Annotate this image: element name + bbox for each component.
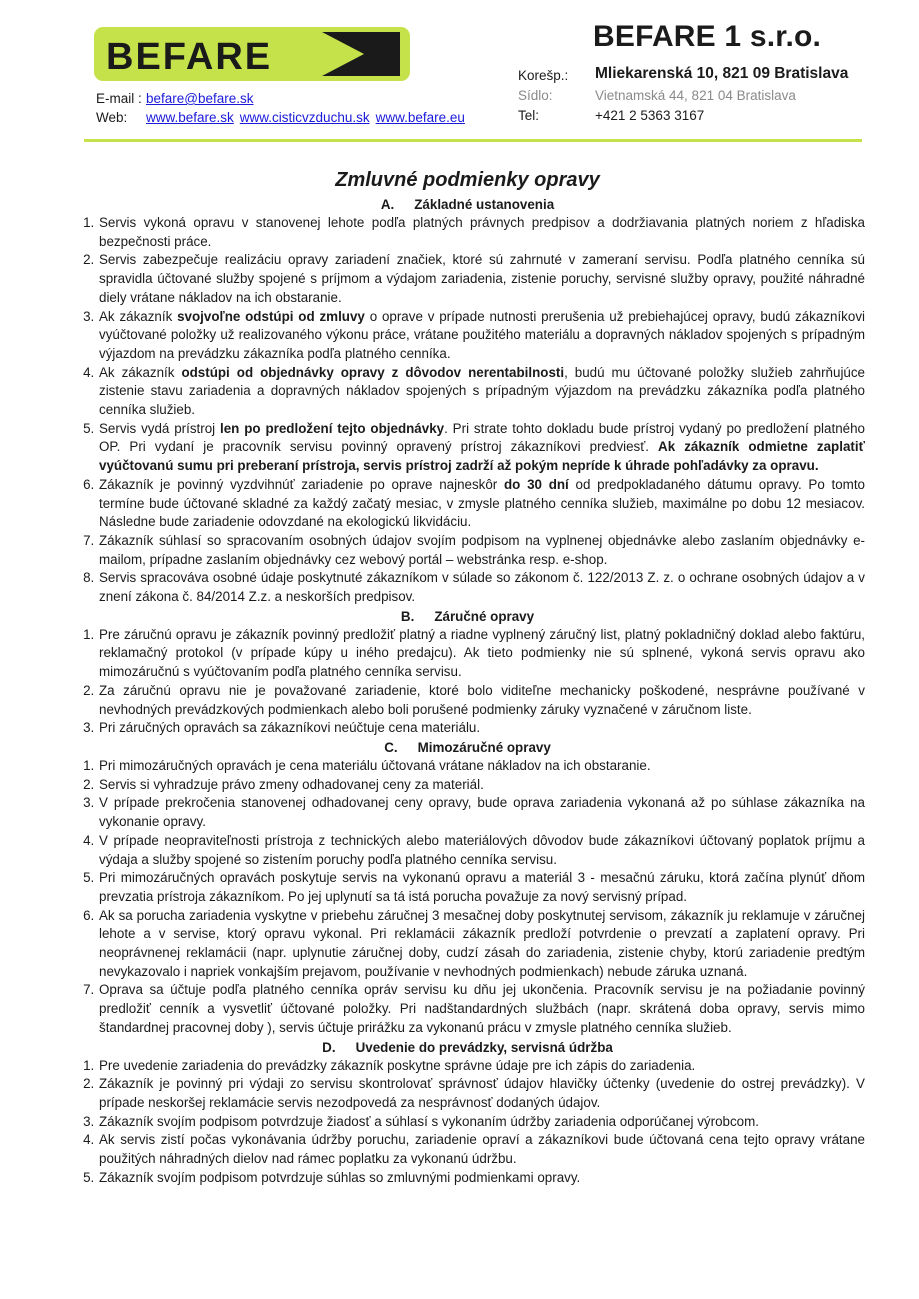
- bold-text: svojvoľne odstúpi od zmluvy: [177, 308, 365, 324]
- list-item: [98, 420, 865, 476]
- section-title: Mimozáručné opravy: [417, 739, 551, 755]
- list-item: [98, 364, 865, 420]
- item-text: Servis spracováva osobné údaje poskytnuté zákazníkom v súlade so zákonom č. 122/2013 Z. z. o ochrane osobných údajov a v znení zákona č. 84/2014 Z.z. a neskorších predpisov.: [99, 570, 865, 605]
- list-item: [98, 214, 865, 251]
- list-item: [98, 569, 865, 606]
- item-text: Pri záručných opravách sa zákazníkovi neúčtuje cena materiálu.: [99, 720, 481, 736]
- item-text: Zákazník je povinný vyzdvihnúť zariadenie po oprave najneskôr: [99, 476, 504, 492]
- sections-container: [70, 195, 865, 1187]
- company-name: BEFARE 1 s.r.o.: [593, 20, 822, 53]
- bold-text: do 30 dní: [503, 476, 569, 492]
- item-text: Ak servis zistí počas vykonávania údržby poruchu, zariadenie opraví a zákazníkovi bude účtovaná cena tejto opravy vrátane použitých náhradných dielov nad rámec poplatku za vykonanú údržbu.: [99, 1132, 865, 1167]
- item-text: od predpokladaného dátumu opravy. Po tomto termíne bude účtované skladné za každý začatý mesiac, v zmysle platného cenníka služieb, maximálne po dobu 12 mesiacov. Následne bude zariadenie odovzdané na ekologickú likvidáciu.: [99, 476, 865, 530]
- item-text: , budú mu účtované položky služieb zahrňujúce zistenie stavu zariadenia a dopravných nákladov spojených s prípadným výjazdom na prevádzku zákazníka podľa platného cenníka služieb.: [99, 364, 866, 418]
- section-list: [70, 214, 865, 607]
- sidlo-value: Vietnamská 44, 821 04 Bratislava: [595, 88, 796, 103]
- section-letter: C.: [384, 739, 398, 755]
- list-item: [98, 1057, 865, 1076]
- email-row: [96, 89, 471, 108]
- list-item: [98, 476, 865, 532]
- item-text: Pri mimozáručných opravách je cena materiálu účtovaná vrátane nákladov na ich obstaranie.: [99, 757, 651, 773]
- section-heading: [70, 195, 865, 214]
- list-item: [98, 626, 865, 682]
- section-letter: B.: [400, 608, 415, 624]
- logo-text: BEFARE: [106, 36, 273, 78]
- list-item: [98, 532, 865, 569]
- section-letter: D.: [322, 1039, 336, 1055]
- bold-text: len po predložení tejto objednávky: [220, 420, 445, 436]
- list-item: [98, 832, 865, 869]
- web-link-befare-sk[interactable]: www.befare.sk: [146, 110, 234, 125]
- section-title: Základné ustanovenia: [414, 197, 555, 212]
- bold-text: odstúpi od objednávky opravy z dôvodov nerentabilnosti: [181, 364, 565, 380]
- item-text: Zákazník súhlasí so spracovaním osobných údajov svojím podpisom na vyplnenej objednávke alebo zaslaním objednávky e-mailom, prípadne zaslaním objednávky cez webový portál – webstránka resp. e-shop.: [99, 532, 865, 567]
- tel-value: +421 2 5363 3167: [595, 108, 705, 123]
- item-text: Ak sa porucha zariadenia vyskytne v priebehu záručnej 3 mesačnej doby poskytnutej servisom, zákazník ju reklamuje v záručnej lehote a v servise, ktorý opravu vykonal. Pri reklamácii zákazník predloží potvrdenie o prevzatí a zaplatení opravy. Pri neoprávnenej reklamácii (napr. uplynutie záručnej doby, cudzí zásah do zariadenia, zistenie chyby, ktorú zariadenie predtým nevykazovalo i napriek vonkajším prejavom, používanie v nevhodných podmienkach) nebude záruka uznaná.: [99, 907, 865, 979]
- list-item: [98, 907, 865, 982]
- sidlo-row: [518, 86, 848, 106]
- item-text: Servis vydá prístroj: [99, 420, 221, 436]
- list-item: [98, 682, 865, 719]
- section-letter: A.: [380, 197, 395, 212]
- koresp-row: [518, 64, 848, 86]
- address-block: [518, 64, 848, 126]
- section-title: Záručné opravy: [434, 608, 535, 624]
- list-item: [98, 251, 865, 307]
- item-text: Zákazník svojím podpisom potvrdzuje žiadosť a súhlasí s vykonaním údržby zariadenia odporúčanej výrobcom.: [99, 1113, 759, 1129]
- web-link-cisticvzduchu[interactable]: www.cisticvzduchu.sk: [239, 110, 370, 125]
- email-label: E-mail :: [96, 91, 142, 106]
- item-text: V prípade neopraviteľnosti prístroja z technických alebo materiálových dôvodov bude zákazníkovi účtovaný poplatok príjmu a výdaja a služby spojené so zistením poruchy podľa platného cenníka servisu.: [99, 832, 865, 867]
- web-row: [96, 108, 471, 127]
- section-list: [70, 626, 865, 738]
- item-text: Oprava sa účtuje podľa platného cenníka opráv servisu ku dňu jej ukončenia. Pracovník servisu je na požiadanie povinný predložiť cenník a vysvetliť účtované položky. Pri nadštandardných službách (napr. skrátená doba opravy, servis mimo štandardnej pracovnej doby ), servis účtuje prirážku za vykonanú prácu v zmysle platného cenníka služieb.: [99, 982, 865, 1035]
- section-heading: [70, 1038, 865, 1057]
- bold-text: Ak zákazník odmietne zaplatiť vyúčtovanú sumu pri preberaní prístroja, servis prístroj zadrží až pokým nepríde k úhrade pohľadávky za opravu.: [99, 439, 865, 474]
- list-item: [98, 1131, 865, 1168]
- item-text: Zákazník svojím podpisom potvrdzuje súhlas so zmluvnými podmienkami opravy.: [99, 1169, 581, 1185]
- list-item: [98, 1075, 865, 1112]
- item-text: Pre uvedenie zariadenia do prevádzky zákazník poskytne správne údaje pre ich zápis do zariadenia.: [99, 1057, 696, 1073]
- item-text: Pri mimozáručných opravách poskytuje servis na vykonanú opravu a materiál 3 - mesačnú záruku, ktorá začína plynúť dňom prevzatia prístroja zákazníkom. Po jej uplynutí sa tá istá porucha považuje za nový servisný prípad.: [99, 870, 865, 904]
- item-text: Pre záručnú opravu je zákazník povinný predložiť platný a riadne vyplnený záručný list, platný pokladničný doklad alebo faktúru, reklamačný protokol (v prípade kúpy u iného predajcu). Ak tieto podmienky nie sú splnené, vykoná servis opravu ako mimozáručnú s vyúčtovaním podľa platného cenníka servisu.: [99, 626, 865, 680]
- web-link-befare-eu[interactable]: www.befare.eu: [375, 110, 465, 125]
- email-link[interactable]: befare@befare.sk: [146, 91, 254, 106]
- item-text: . Pri strate tohto dokladu bude prístroj vydaný po predložení platného OP. Pri vydaní je pracovník servisu povinný opravený prístroj zákazníkovi predviesť.: [99, 420, 865, 455]
- item-text: Ak zákazník: [99, 308, 178, 324]
- section-heading: [70, 607, 865, 626]
- tel-row: [518, 106, 848, 126]
- list-item: [98, 757, 865, 776]
- section-title: Uvedenie do prevádzky, servisná údržba: [355, 1039, 613, 1055]
- item-text: Servis vykoná opravu v stanovenej lehote podľa platných právnych predpisov a dodržiavania platných noriem z hľadiska bezpečnosti práce.: [99, 215, 865, 249]
- item-text: Servis zabezpečuje realizáciu opravy zariadení značiek, ktoré sú zahrnuté v zameraní servisu. Podľa platného cenníka sú spravidla účtované služby spojené s príjmom a výdajom zariadenia, zistenie poruchy, servisné služby opravy, použité náhradné diely vrátane nákladov na ich obstaranie.: [99, 252, 865, 305]
- list-item: [98, 869, 865, 906]
- document-title: Zmluvné podmienky opravy: [335, 169, 600, 191]
- section-heading: [70, 738, 865, 757]
- list-item: [98, 981, 865, 1037]
- item-text: o oprave v prípade nutnosti prerušenia už prebiehajúcej opravy, budú zákazníkovi vyúčtované položky už realizovaného výkonu práce, vrátane použitého materiálu a dopravných nákladov spojených s prípadným výjazdom na prevádzku zákazníka podľa platného cenníka.: [99, 308, 865, 361]
- list-item: [98, 308, 865, 364]
- koresp-value: Mliekarenská 10, 821 09 Bratislava: [595, 65, 849, 82]
- item-text: Za záručnú opravu nie je považované zariadenie, ktoré bolo viditeľne mechanicky poškodené, nesprávne používané v nevhodných prevádzkových podmienkach alebo boli porušené podmienky záruky vyznačené v záručnom liste.: [99, 682, 865, 717]
- section-list: [70, 757, 865, 1038]
- koresp-label: Korešp.:: [518, 68, 569, 83]
- item-text: V prípade prekročenia stanovenej odhadovanej ceny opravy, bude oprava zariadenia vykonaná až po súhlase zákazníka na vykonanie opravy.: [99, 795, 865, 830]
- item-text: Servis si vyhradzuje právo zmeny odhadovanej ceny za materiál.: [99, 776, 484, 792]
- befare-logo: [94, 27, 410, 81]
- header-divider: [84, 139, 862, 142]
- tel-label: Tel:: [518, 108, 540, 123]
- list-item: [98, 794, 865, 831]
- sidlo-label: Sídlo:: [518, 88, 553, 103]
- web-label: Web:: [96, 110, 128, 125]
- item-text: Zákazník je povinný pri výdaji zo servisu skontrolovať správnosť údajov hlavičky účtenky (uvedenie do ostrej prevádzky). V prípade neskoršej reklamácie servis nezodpovedá za nesprávnosť dodaných údajov.: [99, 1076, 865, 1110]
- document-body: [70, 165, 865, 1187]
- list-item: [98, 1113, 865, 1132]
- list-item: [98, 1169, 865, 1188]
- section-list: [70, 1057, 865, 1188]
- contact-block: [96, 89, 471, 127]
- item-text: Ak zákazník: [99, 364, 182, 380]
- list-item: [98, 719, 865, 738]
- list-item: [98, 776, 865, 795]
